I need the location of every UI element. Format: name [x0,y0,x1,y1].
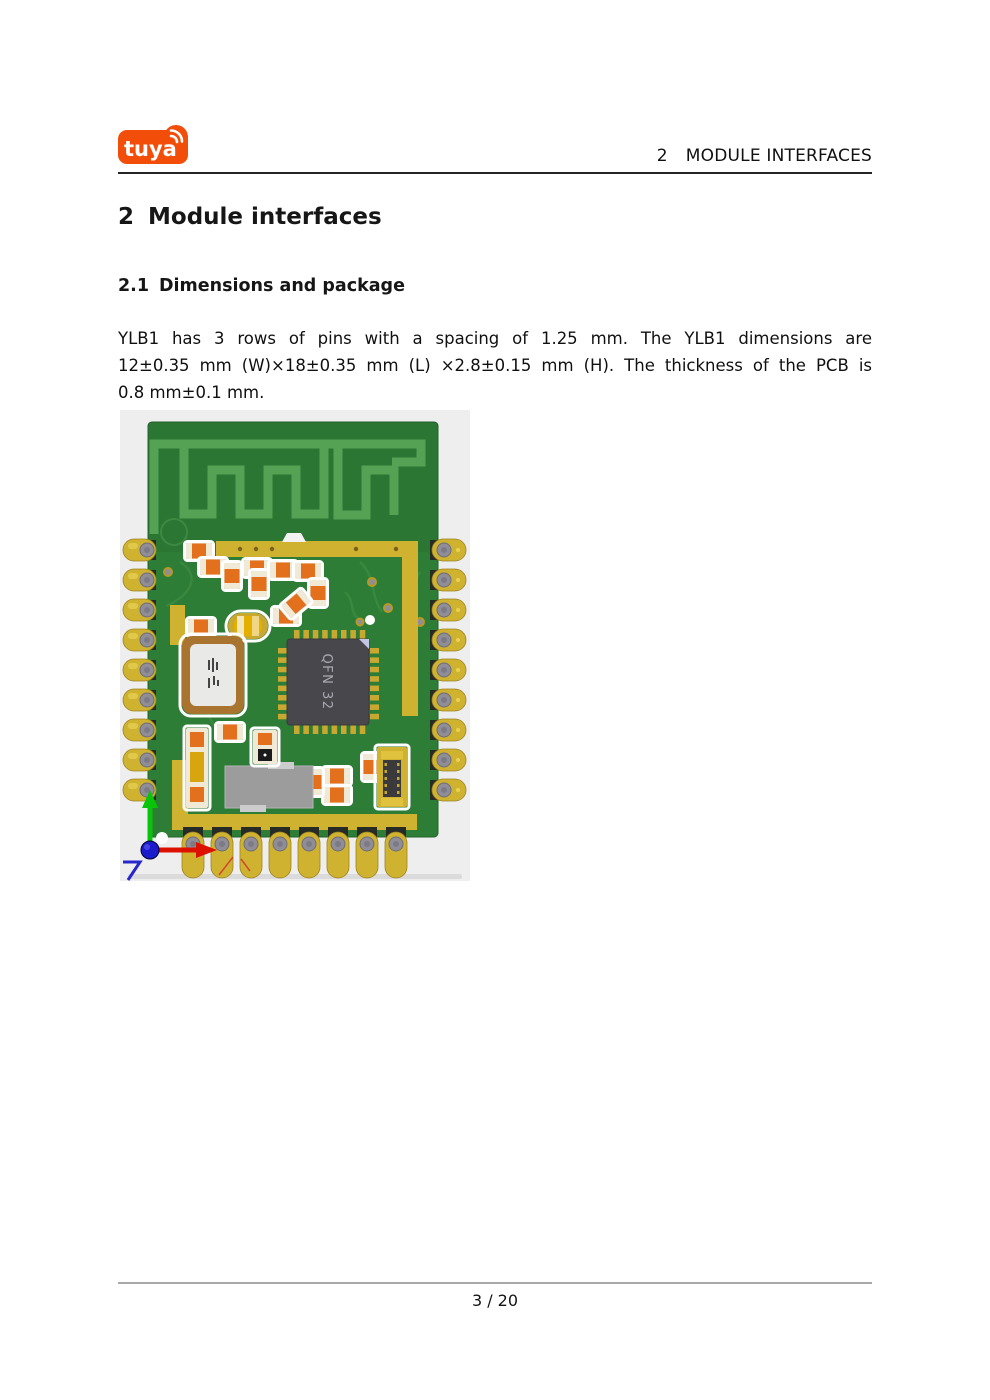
pin-row-left [123,539,156,801]
pcb-render [120,410,470,881]
small-ic-pair [251,728,279,766]
filter-ic [375,745,409,809]
paragraph-line: 12±0.35 mm (W)×18±0.35 mm (L) ×2.8±0.15 mm (H). The thickness of the PCB is [118,356,872,375]
qfn-chip [278,630,379,734]
paragraph-line: 0.8 mm±0.1 mm. [118,383,265,402]
subsection-title: Dimensions and package [159,276,405,296]
section-heading [118,204,382,230]
page-indicator: 3 / 20 [471,1291,519,1310]
white-via [365,615,375,625]
tall-component [184,726,210,810]
pin-row-right [430,539,466,801]
running-header-title: MODULE INTERFACES [685,146,872,166]
logo-text: tuya [124,137,177,161]
origin-sphere-icon [141,841,159,859]
paragraph-line: YLB1 has 3 rows of pins with a spacing of 1.25 mm. The YLB1 dimensions are [118,329,872,348]
body-paragraph [118,325,872,406]
running-header-number: 2 [656,146,668,166]
subsection-number: 2.1 [118,276,150,296]
footer-rule [118,1282,872,1284]
figure-shadow [128,874,462,879]
header-rule [118,172,872,174]
metal-shield [225,762,313,812]
chip-label: QFN 32 [319,653,334,711]
section-number: 2 [118,204,135,230]
module-figure [120,410,470,881]
section-title: Module interfaces [148,204,382,230]
subsection-heading [118,276,405,296]
white-via [156,832,168,844]
running-header [118,146,872,166]
